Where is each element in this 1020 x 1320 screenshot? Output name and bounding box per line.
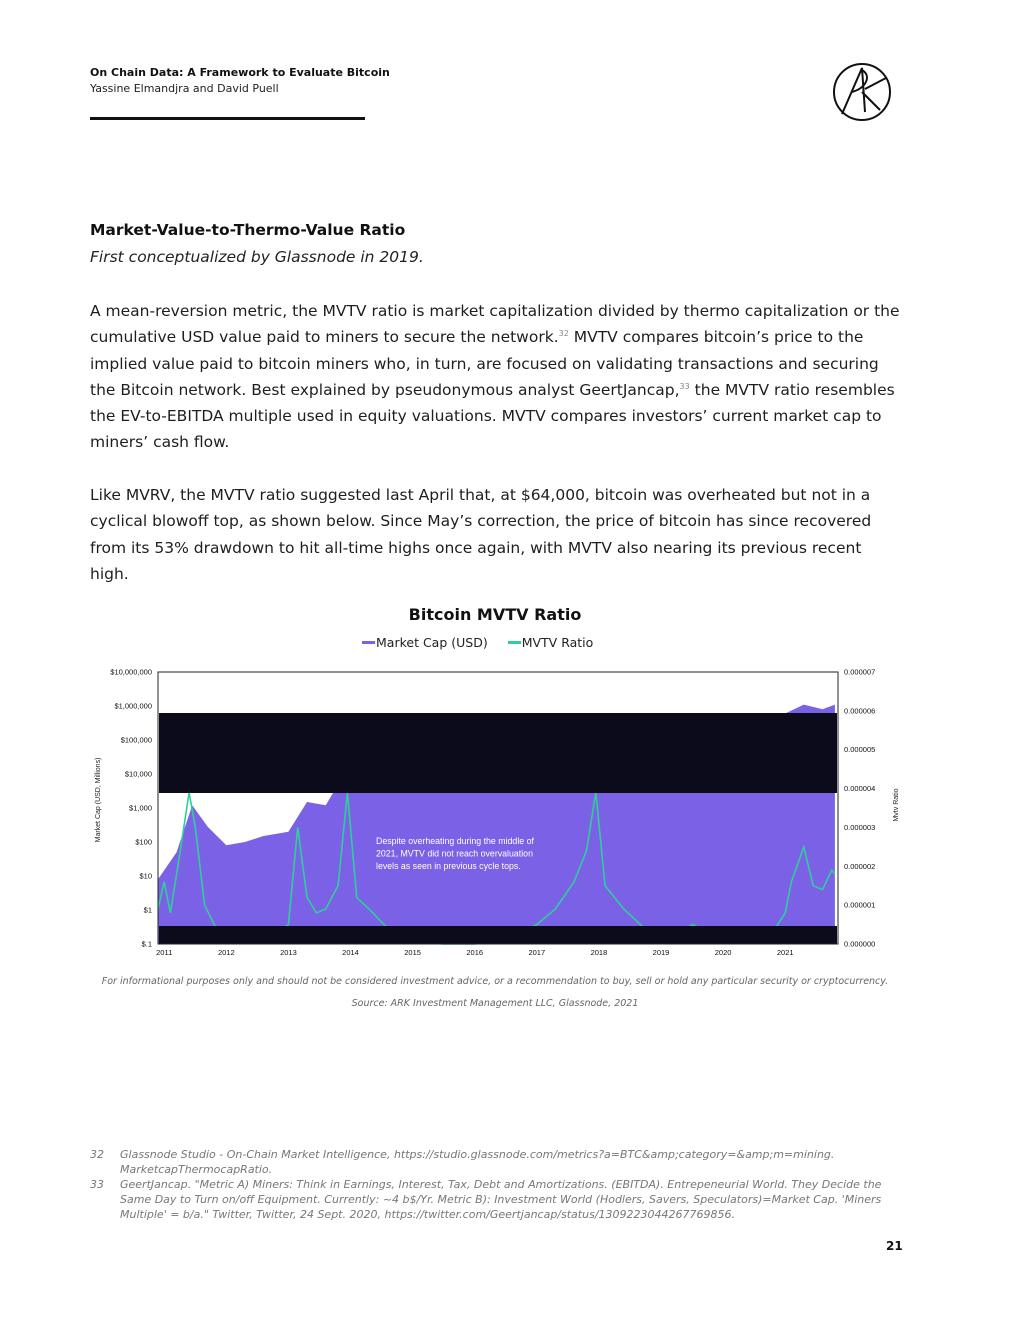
chart-source: Source: ARK Investment Management LLC, Glassnode, 2021 — [351, 998, 639, 1009]
legend-item-mvtv — [508, 635, 594, 650]
paragraph-1-part-1: A mean-reversion metric, the MVTV ratio is market capitalization divided by thermo capitalization or the cumulative USD value paid to miners to secure the network. — [90, 302, 900, 347]
y-left-tick-label: $100 — [135, 837, 152, 847]
y-right-tick-label: 0.000002 — [844, 861, 876, 871]
y-axis-left-label: Market Cap (USD, Millions) — [95, 757, 102, 843]
chart-title: Bitcoin MVTV Ratio — [408, 605, 582, 624]
page-number: 21 — [886, 1239, 903, 1253]
annotation-line: Despite overheating during the middle of — [376, 836, 534, 846]
y-left-tick-label: $100,000 — [120, 735, 152, 745]
document-title: On Chain Data: A Framework to Evaluate Bitcoin — [90, 66, 390, 79]
chart-legend — [362, 635, 593, 650]
legend-label-mvtv: MVTV Ratio — [521, 635, 594, 650]
section-title: Market-Value-to-Thermo-Value Ratio — [90, 221, 406, 239]
x-tick-label: 2021 — [776, 948, 794, 957]
x-tick-label: 2018 — [590, 948, 608, 957]
footnote-32 — [90, 1147, 890, 1177]
footnote-number: 32 — [90, 1148, 104, 1161]
y-right-tick-label: 0.000004 — [844, 784, 876, 794]
redaction-band-bottom — [159, 926, 837, 944]
footnote-33 — [90, 1177, 890, 1222]
x-tick-label: 2012 — [217, 948, 235, 957]
ark-logo — [832, 62, 892, 122]
x-tick-label: 2015 — [404, 948, 421, 957]
legend-item-market-cap — [362, 635, 488, 650]
paragraph-1-part-3: the MVTV ratio resembles the EV-to-EBITDA multiple used in equity valuations. MVTV compares investors’ current market cap to miners’ cash flow. — [90, 380, 895, 452]
y-left-tick-label: $1,000 — [129, 803, 152, 813]
mvtv-chart — [88, 660, 908, 966]
x-tick-label: 2017 — [528, 948, 546, 957]
x-tick-label: 2014 — [342, 948, 359, 957]
y-axis-right-label: Mvtv Ratio — [893, 788, 900, 822]
x-tick-label: 2019 — [652, 948, 670, 957]
y-left-tick-label: $10,000 — [124, 769, 152, 779]
footnote-text: Glassnode Studio - On-Chain Market Intelligence, https://studio.glassnode.com/metrics?a=BTC&amp;category=&amp;m=mining. MarketcapThermocapRatio. — [120, 1148, 835, 1176]
legend-swatch-mvtv — [508, 641, 521, 644]
y-right-tick-label: 0.000005 — [844, 745, 876, 755]
chart-disclaimer: For informational purposes only and should not be considered investment advice, or a recommendation to buy, sell or hold any particular security or cryptocurrency. — [101, 976, 889, 987]
x-tick-label: 2013 — [280, 948, 297, 957]
footnote-ref-32[interactable]: 32 — [558, 329, 569, 339]
legend-swatch-market-cap — [362, 641, 375, 644]
y-left-tick-label: $10,000,000 — [110, 667, 152, 677]
document-authors: Yassine Elmandjra and David Puell — [90, 82, 279, 95]
body-paragraph-2: Like MVRV, the MVTV ratio suggested last April that, at $64,000, bitcoin was overheated but not in a cyclical blowoff top, as shown below. Since May’s correction, the price of bitcoin has since recovered from its 53% drawdown to hit all-time highs once again, with MVTV also nearing its previous recent high. — [90, 486, 872, 583]
y-left-tick-label: $.1 — [141, 939, 152, 949]
annotation-line: levels as seen in previous cycle tops. — [376, 861, 521, 871]
redaction-band-top — [159, 713, 837, 793]
legend-label-market-cap: Market Cap (USD) — [376, 635, 488, 650]
y-right-tick-label: 0.000007 — [844, 667, 876, 677]
chart-annotation — [376, 836, 535, 871]
body-paragraph-1 — [90, 298, 905, 456]
annotation-line: 2021, MVTV did not reach overvaluation — [376, 848, 533, 859]
x-tick-label: 2016 — [466, 948, 484, 957]
header-divider — [90, 117, 365, 120]
footnote-text: GeertJancap. "Metric A) Miners: Think in Earnings, Interest, Tax, Debt and Amortizations. (EBITDA). Entrepeneurial World. They Decide the Same Day to Turn on/off Equipment. Currently: ~4 b$/Yr. Metric B): Investment World (Hodlers, Savers, Speculators)=Market Cap. 'Miners Multiple' = b/a." Twitter, Twitter, 24 Sept. 2020, https://twitter.com/Geertjancap/status/1309223044267769856. — [120, 1178, 882, 1221]
footnote-ref-33[interactable]: 33 — [679, 381, 690, 391]
y-left-tick-label: $10 — [139, 871, 152, 881]
section-subtitle: First conceptualized by Glassnode in 2019. — [90, 248, 424, 266]
x-tick-label: 2011 — [156, 948, 173, 957]
x-tick-label: 2020 — [714, 948, 732, 957]
y-right-tick-label: 0.000003 — [844, 822, 876, 832]
footnote-number: 33 — [90, 1178, 104, 1191]
paragraph-1-part-2: MVTV compares bitcoin’s price to the implied value paid to bitcoin miners who, in turn, are focused on validating transactions and securing the Bitcoin network. Best explained by pseudonymous analyst GeertJancap, — [90, 328, 879, 399]
y-right-tick-label: 0.000000 — [844, 939, 876, 949]
y-left-tick-label: $1,000,000 — [114, 701, 152, 711]
y-left-tick-label: $1 — [143, 905, 152, 915]
y-right-tick-label: 0.000006 — [844, 706, 876, 716]
y-right-tick-label: 0.000001 — [844, 900, 876, 910]
